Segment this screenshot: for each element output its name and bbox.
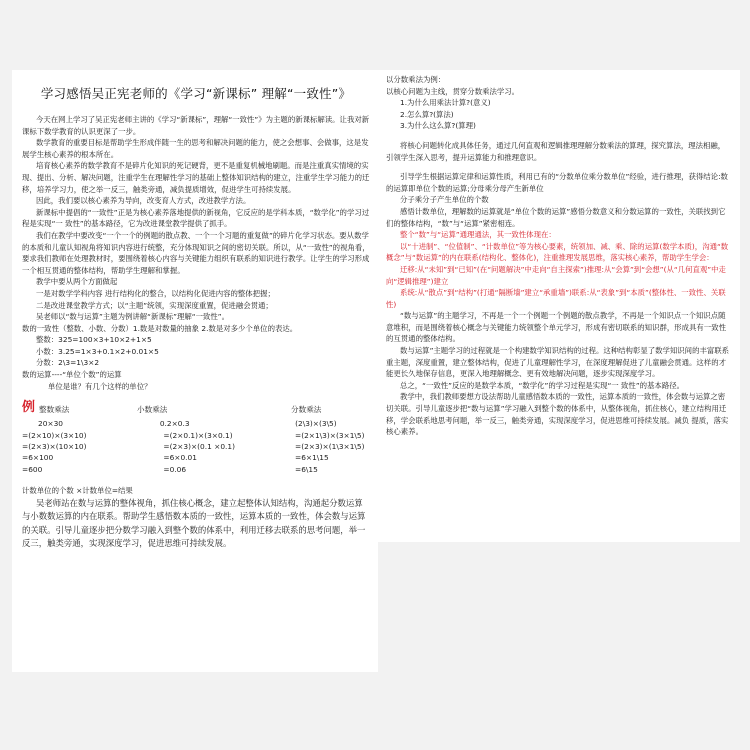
paragraph-summary: 总之，“一致性”反应的是数学本质，“数学化”的学习过程是实现“一 致性”的基本路径。 (400, 380, 684, 390)
example-cell: =6×0.01 (163, 453, 197, 463)
paragraph-teaching-change: 我们在教学中要改变“一个一个的例题的散点教、一个一个习题的重复做”的碎片化学习状态。要从数学的本质和儿童认知视角将知识内容进行统整，充分体现知识之间的密切关联。所以，从“一致性”的视角看，要求我们教师在处理教材时，要围绕着核心内容与关键能力组织有联系的知识进行教学。让学生的学习形成一个相互贯通的整体结构，帮助学生理解和掌握。 (22, 230, 370, 275)
example-header (22, 396, 370, 415)
red-paragraph-system: 系统:从“散点”到“结构”(打通“隔断墙”建立“承重墙”)联系:从“表象”到“本质”(整体性、一致性、关联性) (386, 288, 726, 309)
paragraph-reasoning: 引导学生根据运算定律和运算性质，利用已有的“分数单位乘分数单位”经验，进行推理，获得结论:数的运算即单位个数的运算;分母乘分母产生新单位 (386, 172, 728, 193)
example-cell: =(2×0.1)×(3×0.1) (163, 430, 233, 440)
example-cell: =(2×3)×(1\3×1\5) (295, 442, 365, 452)
paragraph-goal: 数学教育的重要目标是帮助学生形成伴随一生的思考和解决问题的能力，使之会想事、会做事，这是发展学生核心素养的根本所在。 (22, 138, 369, 159)
question-three: 3.为什么这么算?(算理) (400, 121, 476, 131)
example-cell: =0.06 (163, 464, 187, 474)
fraction-line: 分数：2\3=1\3×2 (36, 358, 100, 368)
question-two: 2.怎么算?(算法) (400, 109, 454, 119)
red-paragraph-transfer: 迁移:从“未知”到“已知”(在“问题解决”中走向“自主探索”)推理:从“会算”到“会想”(从“几何直观”中走向“逻辑推理”)建立 (386, 264, 726, 286)
paragraph-teaching: 教学中，我们教师要想方设法帮助儿童感悟数本质的一致性，运算本质的一致性，体会数与运算之密切关联。引导儿童逐步把“数与运算”学习融入到整个数的体系中，从整体视角，抓住核心，建立结构用迁移，学会联系地思考问题，举一反三，触类旁通，实现深度学习，促进思维可持续发展。减负 提质，落实核心素养。 (386, 392, 729, 437)
aspects-heading: 教学中要从两个方面做起 (36, 277, 118, 287)
example-cell: 0.2×0.3 (159, 419, 190, 429)
decimal-line: 小数：3.25=1×3+0.1×2+0.01×5 (36, 346, 159, 356)
example-table (22, 418, 370, 475)
example-cell: =(2×1\3)×(3×1\5) (295, 430, 365, 440)
numerator-line: 分子乘分子产生单位的个数 (400, 195, 489, 205)
paragraph-counting-unit: 感悟计数单位，理解数的运算就是“单位个数的运算”感悟分数意义和分数运算的一致性，关联找到它们的整体结构，“数”与“运算”紧密相连。 (386, 206, 726, 228)
aspect-two: 二是改进课堂教学方式；以“主题”统领，实现深度重置，促进融会贯通； (36, 300, 273, 310)
example-row (22, 441, 370, 452)
example-mark: 例 (22, 400, 36, 416)
example-header-integer: 整数乘法 (39, 405, 70, 415)
example-row (22, 430, 370, 441)
example-header-fraction: 分数乘法 (291, 405, 322, 415)
example-row (22, 418, 370, 429)
example-cell: =(2×3)×(10×10) (22, 442, 87, 452)
example-cell: =6×100 (22, 453, 54, 463)
paragraph-task: 将核心问题转化成具体任务，通过几何直观和逻辑推理理解分数乘法的算理，探究算法，理法相融，引领学生深入思考，提升运算能力和推理意识。 (386, 140, 726, 162)
example-cell: =(2×3)×(0.1 ×0.1) (163, 442, 235, 452)
closing-paragraph: 吴老师站在数与运算的整体视角，抓住核心概念，建立起整体认知结构，沟通起分数运算与小数数运算的内在联系。帮助学生感悟数本质的一致性，运算本质的一致性，体会数与运算的关联。引导儿童逐步把分数学习融入到整个数的体系中，利用迁移去联系的思考问题，举一反三，触类旁通，实现深度学习，促进思维可持续发展。 (22, 497, 366, 549)
numbers-intro: 数的一致性（整数、小数、分数）1.数是对数量的抽象 2.数是对多少个单位的表达。 (22, 323, 298, 333)
paragraph-structure: 数与运算”主题学习的过程就是一个构建数学知识结构的过程。这种结构彰显了数学知识间的丰富联系重主题，深度重置，建立整体结构，促进了儿童理解性学习，在深度理解促进了儿童融会贯通。这样的才能更长久地保存信息，更深入地理解概念、更有效地解决问题，逐步实现深度学习。 (386, 346, 730, 379)
paragraph-intro: 今天在网上学习了吴正宪老师主讲的《学习“新课标”，理解“一致性”》为主题的新课标解读。让我对新课标下数学教育的认识更深了一步。 (22, 115, 370, 136)
core-question-line: 以核心问题为主线，贯穿分数乘法学习。 (386, 86, 520, 96)
example-row (22, 452, 370, 463)
example-cell: (2\3)×(3\5) (295, 419, 337, 429)
result-line: 计数单位的个数 ×计数单位=结果 (22, 486, 133, 496)
example-cell: 20×30 (38, 419, 64, 429)
integer-line: 整数：325=100×3+10×2+1×5 (36, 335, 152, 345)
aspect-example-note: 吴老师以“数与运算”主题为例讲解“新课标”理解“一致性”。 (36, 312, 229, 322)
red-heading: 整个“数”与“运算”通理通法，其一致性体现在： (400, 230, 556, 240)
right-document-page (378, 70, 740, 542)
aspect-one: 一是对数学学科内容 进行结构化的整合，以结构化促进内容的整体把握； (36, 288, 275, 298)
question-one: 1.为什么用乘法计算?(意义) (400, 98, 491, 108)
fraction-example-intro: 以分数乘法为例： (386, 75, 446, 84)
example-row (22, 464, 370, 475)
article-title: 学习感悟吴正宪老师的《学习“新课标” 理解“一致性”》 (40, 86, 352, 101)
example-cell: =600 (22, 464, 43, 474)
paragraph-therefore: 因此，我们要以核心素养为导向，改变育人方式，改进教学方法。 (36, 196, 251, 206)
left-document-page (12, 70, 378, 672)
operation-title: 数的运算----“单位个数”的运算 (22, 370, 122, 380)
example-header-decimal: 小数乘法 (137, 405, 168, 415)
paragraph-consistency: 新课标中提倡的“一致性”正是为核心素养落地提供的新视角，它反应的是学科本质，“数学化”的学习过程是实现“一 致性”的基本路径，它为改进课堂教学提供了抓手。 (22, 207, 370, 229)
operation-question: 单位是谁？有几个这样的单位？ (48, 381, 152, 391)
example-cell: =6\15 (295, 464, 318, 474)
example-cell: =(2×10)×(3×10) (22, 430, 87, 440)
example-cell: =6×1\15 (295, 453, 329, 463)
red-paragraph-elements: 以“十进制”、“位值制”、“计数单位”等为核心要素，统领加、减、乘、除的运算(数学本质)，沟通“数概念”与“数运算”的内在联系(结构化、整体化)，注重推理发展思维，落实核心素养，帮助学生学会： (386, 241, 729, 263)
paragraph-theme-learning: “数与运算”的主题学习，不再是一个一个例题一个例题的散点教学，不再是一个知识点一个知识点随意堆积，而是围绕着核心概念与关键能力统领整个单元学习，形成有密切联系的知识群，形成具有一致性的互贯通的整体结构。 (386, 311, 726, 344)
paragraph-core-literacy: 培育核心素养的数学教育不是碎片化知识的死记硬背，更不是重复机械地刷题。而是注重真实情境的实现、提出、分析、解决问题，注重学生在理解性学习的基础上整体知识结构的建立，注重学生学习能力的迁移，培养学习力，使之举一反三，触类旁通，减负提质增效，促进学生可持续发展。 (22, 161, 370, 194)
